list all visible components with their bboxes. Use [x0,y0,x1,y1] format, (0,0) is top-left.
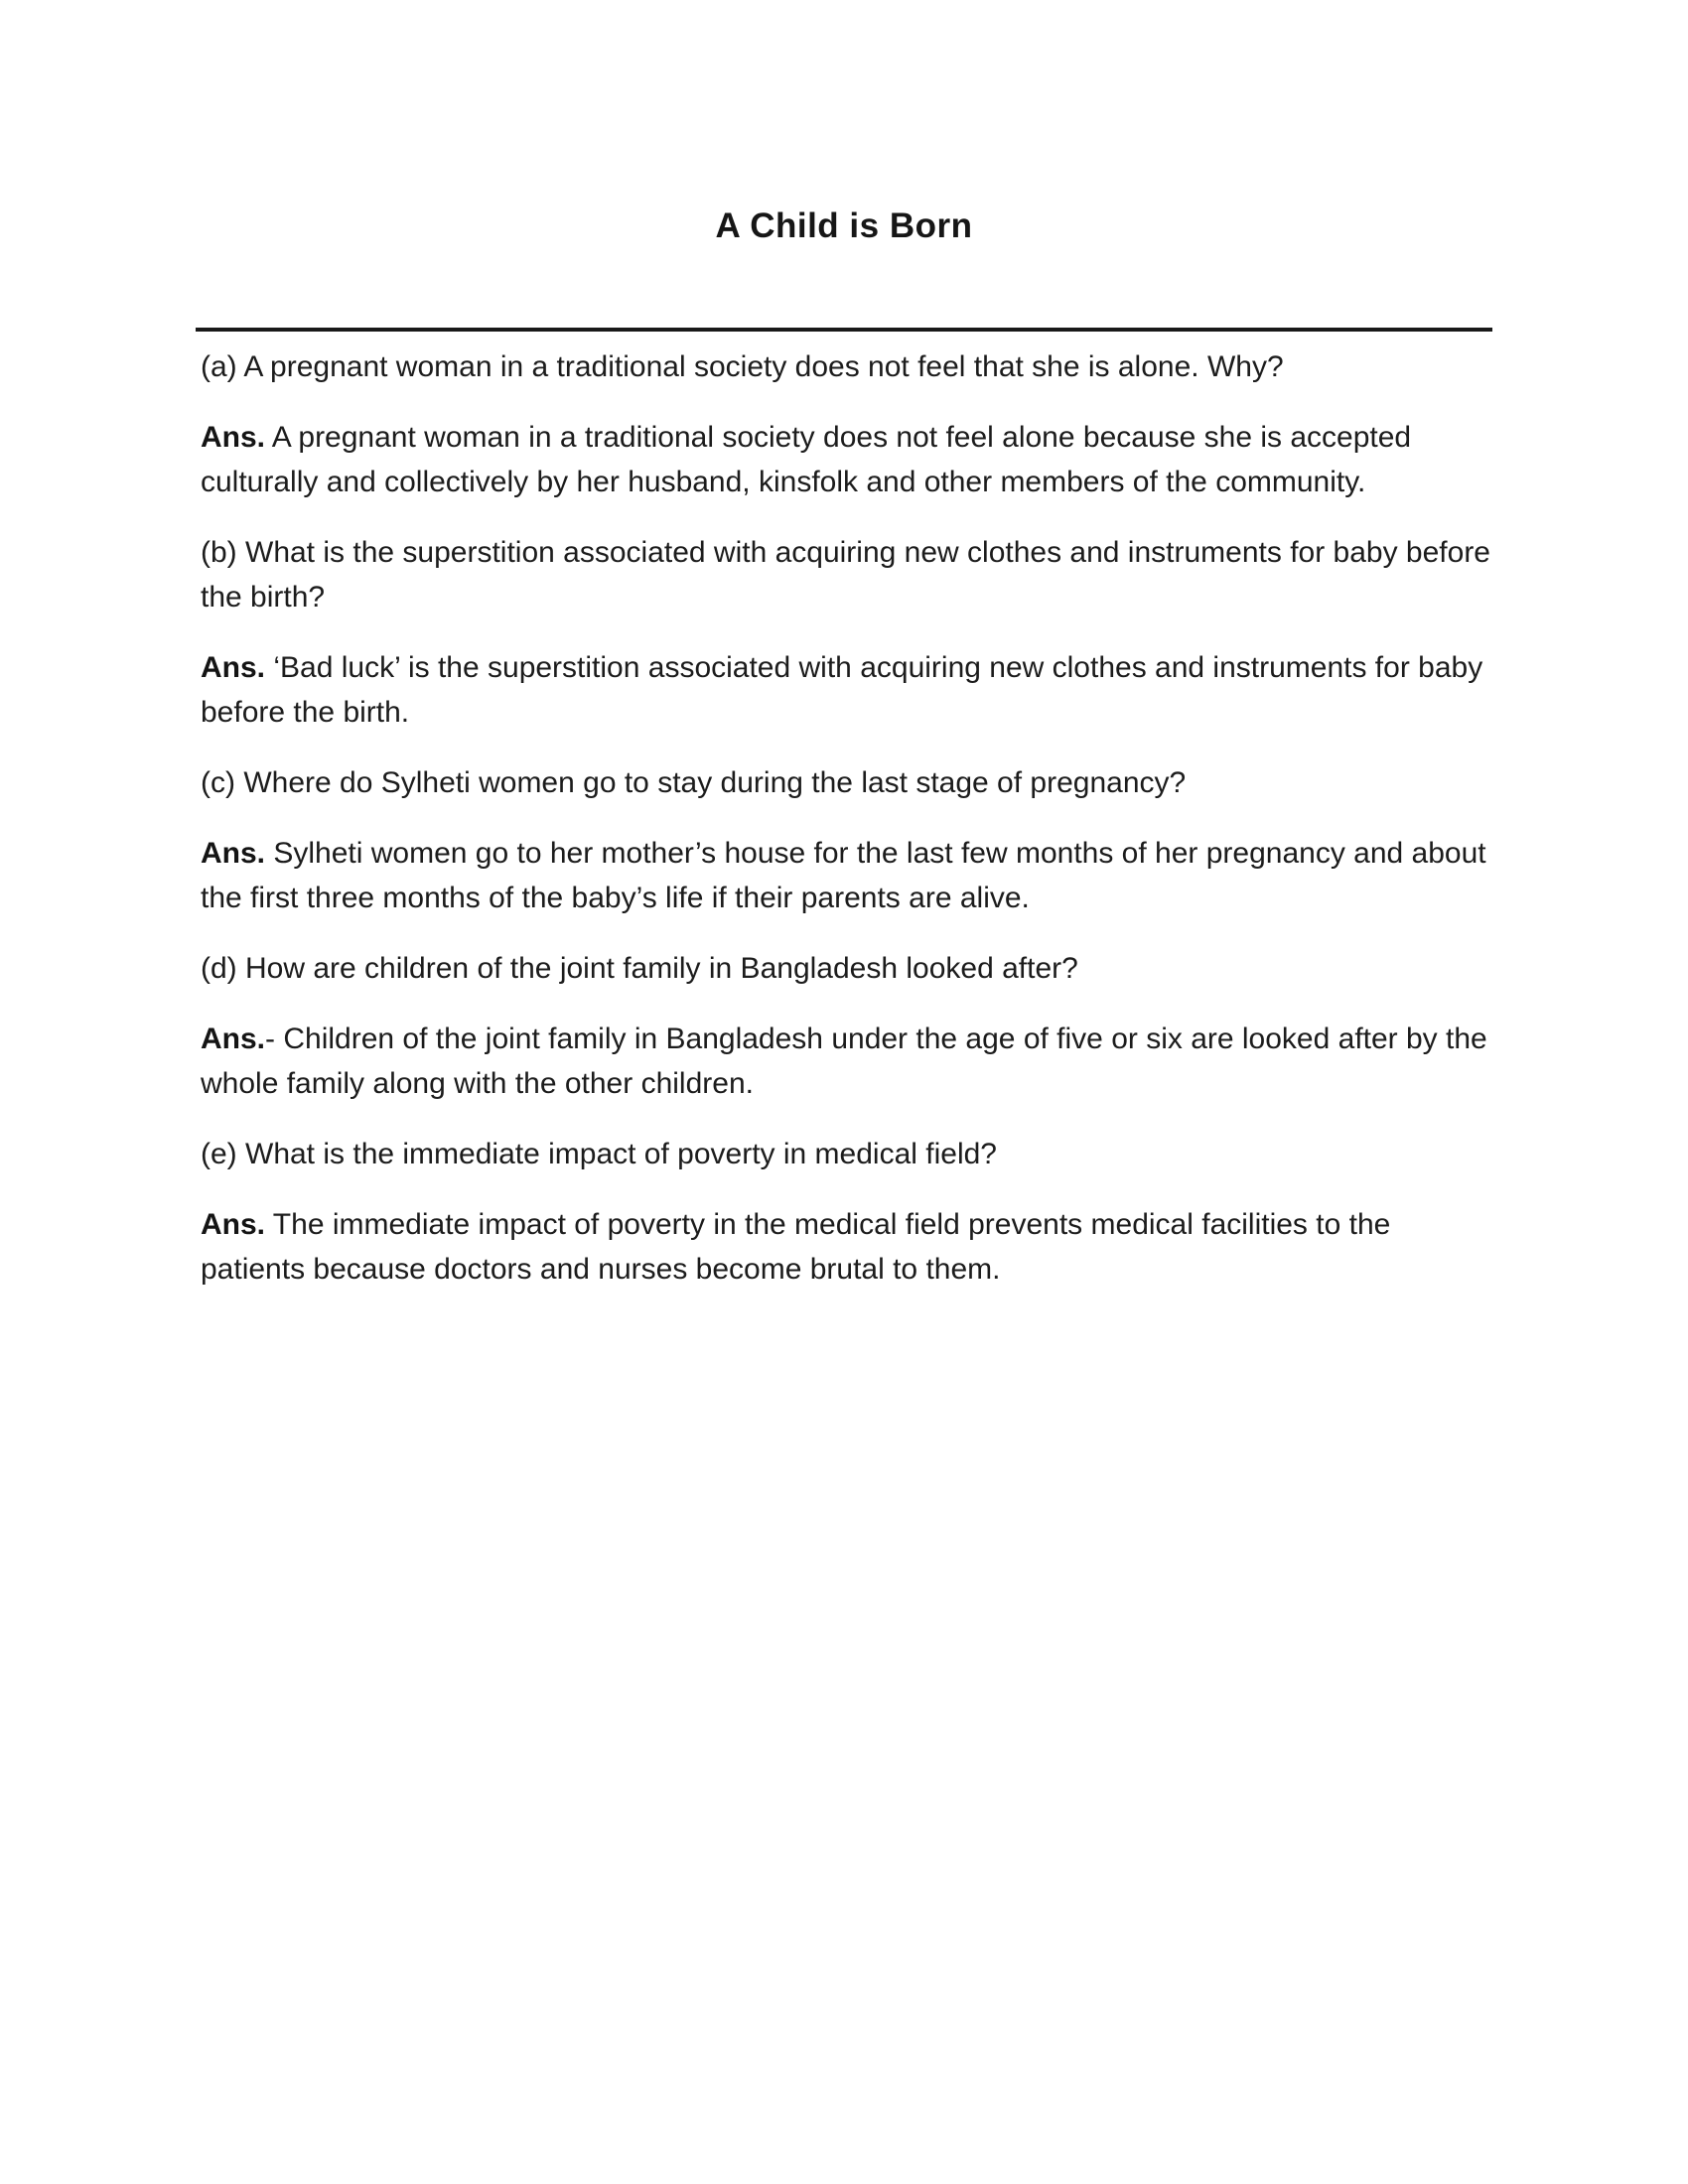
question-text: (a) A pregnant woman in a traditional society does not feel that she is alone. Why? [201,350,1284,383]
qa-list [196,344,1492,1292]
answer-label: Ans. [201,651,266,684]
answer-label: Ans. [201,1023,266,1055]
title-divider [196,328,1492,332]
question-text: (d) How are children of the joint family in Bangladesh looked after? [201,952,1078,985]
answer-label: Ans. [201,421,266,454]
answer-body: Sylheti women go to her mother’s house for the last few months of her pregnancy and about the first three months of the baby’s life if their parents are alive. [201,837,1486,914]
answer-text [201,1017,1492,1106]
qa-item [201,530,1492,735]
answer-label: Ans. [201,837,266,870]
answer-text [201,645,1492,735]
page-title: A Child is Born [715,206,973,245]
question-text: (e) What is the immediate impact of poverty in medical field? [201,1138,997,1170]
answer-body: The immediate impact of poverty in the medical field prevents medical facilities to the patients because doctors and nurses become brutal to them. [201,1208,1391,1286]
answer-label: Ans. [201,1208,266,1241]
question-text: (c) Where do Sylheti women go to stay during the last stage of pregnancy? [201,766,1187,799]
qa-item [201,760,1492,920]
qa-item [201,344,1492,504]
answer-text [201,831,1492,920]
answer-text [201,1202,1492,1292]
document-content [196,0,1492,1292]
answer-body: - Children of the joint family in Bangladesh under the age of five or six are looked after by the whole family along with the other children. [201,1023,1487,1100]
answer-text [201,415,1492,504]
qa-item [201,946,1492,1106]
qa-item [201,1132,1492,1292]
answer-body: A pregnant woman in a traditional society does not feel alone because she is accepted culturally and collectively by her husband, kinsfolk and other members of the community. [201,421,1412,498]
question-text: (b) What is the superstition associated with acquiring new clothes and instruments for baby before the birth? [201,536,1490,614]
answer-body: ‘Bad luck’ is the superstition associated with acquiring new clothes and instruments for baby before the birth. [201,651,1483,729]
